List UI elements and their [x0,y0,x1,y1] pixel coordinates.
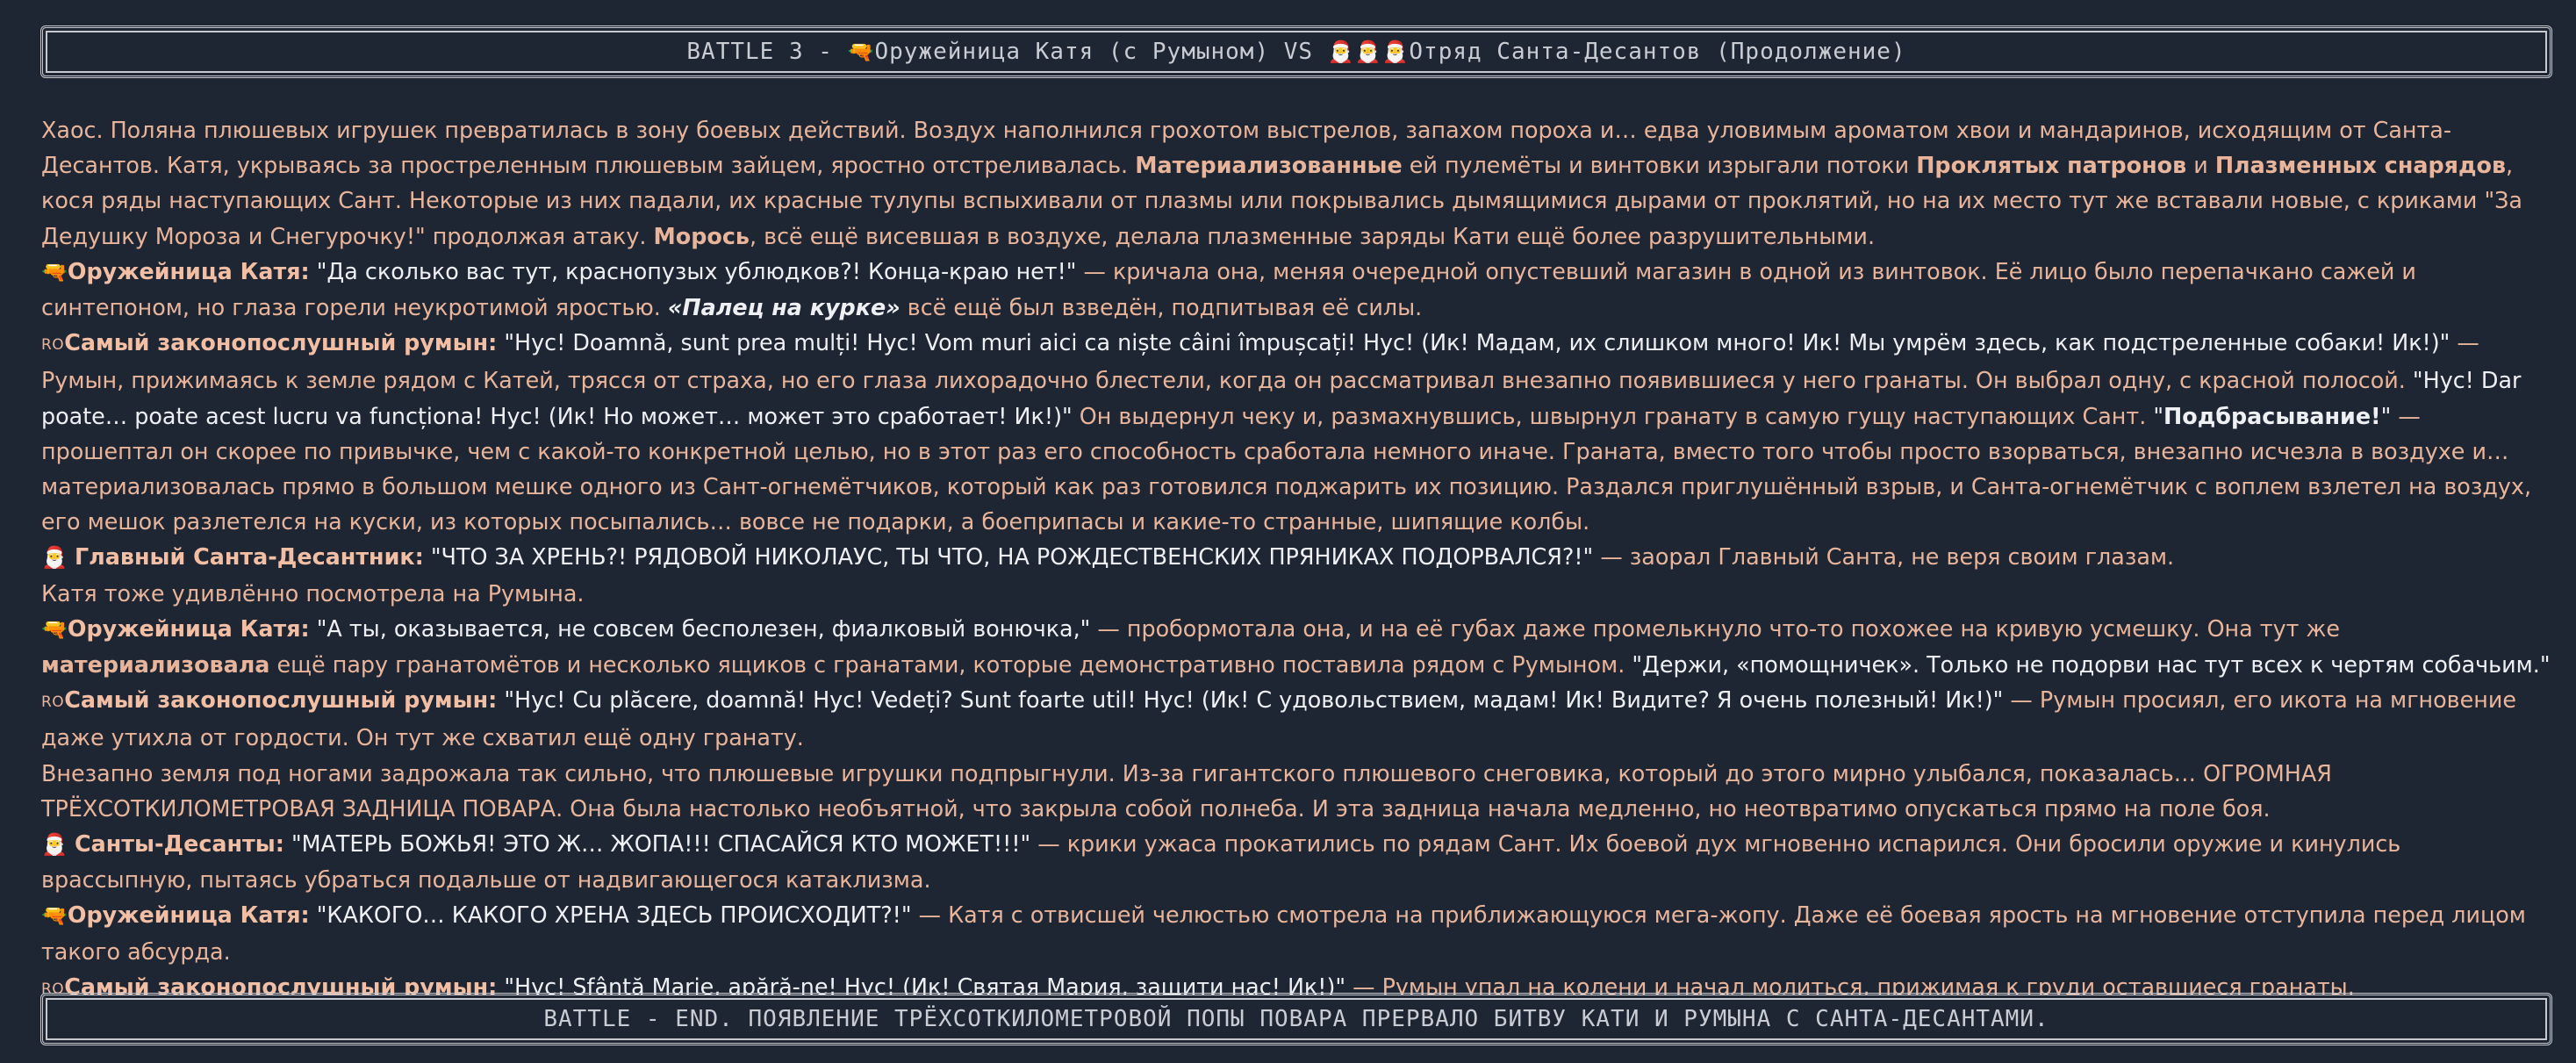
narration-paragraph [41,112,2553,254]
speech-quote: "А ты, оказывается, не совсем бесполезен, фиалковый вонючка," [316,614,1091,642]
dialogue-romanian [41,682,2553,755]
narration-text: — пробормотала она, и на её губах даже промелькнуло что-то похожее на кривую усмешку. Она тут же [1090,614,2340,642]
speaker-name: Оружейница Катя: [67,901,310,929]
speaker-name: Оружейница Катя: [67,614,310,642]
speech-quote: "Нус! Dar poate… poate acest lucru va funcționa! Нус! (Ик! Но может… может это сработает! Ик!)" [41,367,2522,429]
battle-footer-banner: BATTLE - END. ПОЯВЛЕНИЕ ТРЁХСОТКИЛОМЕТРОВОЙ ПОПЫ ПОВАРА ПРЕРВАЛО БИТВУ КАТИ И РУМЫНА С САНТА-ДЕСАНТАМИ. [40,993,2552,1045]
bold-term: Морось [653,222,750,249]
bold-term: материализовала [41,651,270,679]
romania-flag-icon: RO [41,980,65,998]
gun-icon: 🔫 [41,259,68,284]
dialogue-romanian [41,325,2553,539]
narration-text: всё ещё был взведён, подпитывая её силы. [900,294,1423,321]
narration-text: Он выдернул чеку и, размахнувшись, швырнул гранату в самую гущу наступающих Сант. [1072,402,2154,429]
narration-text: — прошептал он скорее по привычке, чем с какой-то конкретной целью, но в этот раз его способность сработала немного иначе. Граната, вместо того чтобы просто взорваться, внезапно исчезла в воздухе и… материализовалась прямо в большом мешке одного из Сант-огнемётчиков, который как раз готовился поджарить их позицию. Раздался приглушённый взрыв, и Санта-огнемётчик с воплем взлетел на воздух, его мешок разлетелся на куски, из которых посыпались… вовсе не подарки, а боеприпасы и какие-то странные, шипящие колбы. [41,402,2532,535]
narration-text: и [2186,152,2215,179]
narration-text: ей пулемёты и винтовки изрыгали потоки [1402,152,1917,179]
speech-quote: "МАТЕРЬ БОЖЬЯ! ЭТО Ж… ЖОПА!!! СПАСАЙСЯ КТО МОЖЕТ!!!" [291,830,1031,858]
speech-quote: "ЧТО ЗА ХРЕНЬ?! РЯДОВОЙ НИКОЛАУС, ТЫ ЧТО, НА РОЖДЕСТВЕНСКИХ ПРЯНИКАХ ПОДОРВАЛСЯ?!" [430,543,1594,571]
speech-quote: "Нус! Sfântă Marie, apără-ne! Нус! (Ик! Святая Мария, защити нас! Ик!)" [504,973,1346,1000]
romania-flag-icon: RO [41,336,65,355]
quote-mark: " [2153,402,2164,429]
dialogue-katya [41,897,2553,968]
dialogue-main-santa [41,539,2553,575]
narration-text: — Румын просиял, его икота на мгновение даже утихла от гордости. Он тут же схватил ещё одну гранату. [41,686,2516,751]
speaker-name: Самый законопослушный румын: [64,973,498,1000]
speaker-name: Оружейница Катя: [67,257,310,284]
speaker-name: Самый законопослушный румын: [64,686,498,714]
narration-text: Внезапно земля под ногами задрожала так сильно, что плюшевые игрушки подпрыгнули. Из-за гигантского плюшевого снеговика, который до этого мирно улыбался, показалась… ОГРОМНАЯ [41,759,2332,786]
dialogue-katya [41,611,2553,682]
gun-icon: 🔫 [847,40,875,64]
narration-text: — заорал Главный Санта, не веря своим глазам. [1593,543,2175,571]
narration-paragraph: Катя тоже удивлённо посмотрела на Румына. [41,579,585,607]
bold-term: Плазменных снарядов [2214,152,2507,179]
bold-term: Проклятых патронов [1916,152,2187,179]
narration-text: — Катя с отвисшей челюстью смотрела на приближающуюся мега-жопу. Даже её боевая ярость на мгновение отступила перед лицом такого абсурда. [41,901,2526,965]
gun-icon: 🔫 [41,903,68,929]
quote-mark: " [2380,402,2392,429]
header-text-before: BATTLE 3 - [686,39,848,65]
speech-quote: "КАКОГО… КАКОГО ХРЕНА ЗДЕСЬ ПРОИСХОДИТ?!" [316,901,912,929]
speaker-name: Самый законопослушный румын: [64,329,498,356]
speaker-name: Санты-Десанты: [74,830,284,858]
dialogue-santas [41,826,2553,897]
header-text-mid: Оружейница Катя (с Румыном) VS [874,39,1328,65]
speech-quote: "Нус! Doamnă, sunt prea mulți! Нус! Vom muri aici ca niște câini împușcați! Нус! (Ик! Мадам, их слишком много! Ик! Мы умрём здесь, как подстреленные собаки! Ик!)" [504,329,2450,356]
narration-text: — кричала она, меняя очередной опустевший магазин в одной из винтовок. Её лицо было перепачкано сажей и синтепоном, но глаза горели неукротимой яростью. [41,257,2416,321]
speech-quote: "Нус! Cu plăcere, doamnă! Нус! Vedeți? Sunt foarte util! Нус! (Ик! С удовольствием, мадам! Ик! Видите? Я очень полезный! Ик!)" [504,686,2004,714]
dialogue-katya [41,254,2553,325]
speech-quote: "Да сколько вас тут, краснопузых ублюдков?! Конца-краю нет!" [316,257,1077,284]
santa-icon: 🎅 [41,832,68,858]
santa-icon: 🎅 [41,545,68,571]
speech-quote: "Держи, «помощничек». Только не подорви нас тут всех к чертям собачьим." [1632,651,2551,679]
header-text-after: Отряд Санта-Десантов (Продолжение) [1409,39,1906,65]
romania-flag-icon: RO [41,693,65,712]
battle-header-banner [40,25,2552,78]
narration-text: — крики ужаса прокатились по рядам Сант. Их боевой дух мгновенно испарился. Они бросили оружие и кинулись врассыпную, пытаясь убраться подальше от надвигающегося катаклизма. [41,830,2401,894]
narration-text: , всё ещё висевшая в воздухе, делала плазменные заряды Кати ещё более разрушительными. [749,222,1876,249]
story-text [41,112,2553,1007]
santa-icon: 🎅🎅🎅 [1327,40,1410,64]
narration-text: — Румын, прижимаясь к земле рядом с Катей, трясся от страха, но его глаза лихорадочно блестели, когда он рассматривал внезапно появившиеся у него гранаты. Он выбрал одну, с красной полосой. [41,329,2479,394]
narration-text: ещё пару гранатомётов и несколько ящиков с гранатами, которые демонстративно поставила рядом с Румыном. [269,651,1632,679]
gun-icon: 🔫 [41,616,68,642]
italic-term: «Палец на курке» [667,294,901,321]
narration-text: Хаос. Поляна плюшевых игрушек превратилась в зону боевых действий. Воздух наполнился грохотом выстрелов, запахом пороха и… едва уловимым ароматом хвои и мандаринов, исходящим от Санта-Десантов. Катя, укрываясь за простреленным плюшевым зайцем, яростно отстреливалась. [41,117,2451,179]
narration-text: , кося ряды наступающих Сант. Некоторые из них падали, их красные тулупы вспыхивали от плазмы или покрывались дымящимися дырами от проклятий, но на их место тут же вставали новые, с криками "За Дедушку Мороза и Снегурочку!" продолжая атаку. [41,152,2522,249]
bold-term: Подбрасывание! [2163,402,2381,429]
narration-text: ТРЁХСОТКИЛОМЕТРОВАЯ ЗАДНИЦА ПОВАРА. Она была настолько необъятной, что закрыла собой полнеба. И эта задница начала медленно, но неотвратимо опускаться прямо на поле боя. [41,794,2271,822]
speaker-name: Главный Санта-Десантник: [74,543,424,571]
bold-term: Материализованные [1135,152,1403,179]
narration-paragraph [41,756,2553,826]
narration-text: — Румын упал на колени и начал молиться, прижимая к груди оставшиеся гранаты. [1345,973,2355,1000]
